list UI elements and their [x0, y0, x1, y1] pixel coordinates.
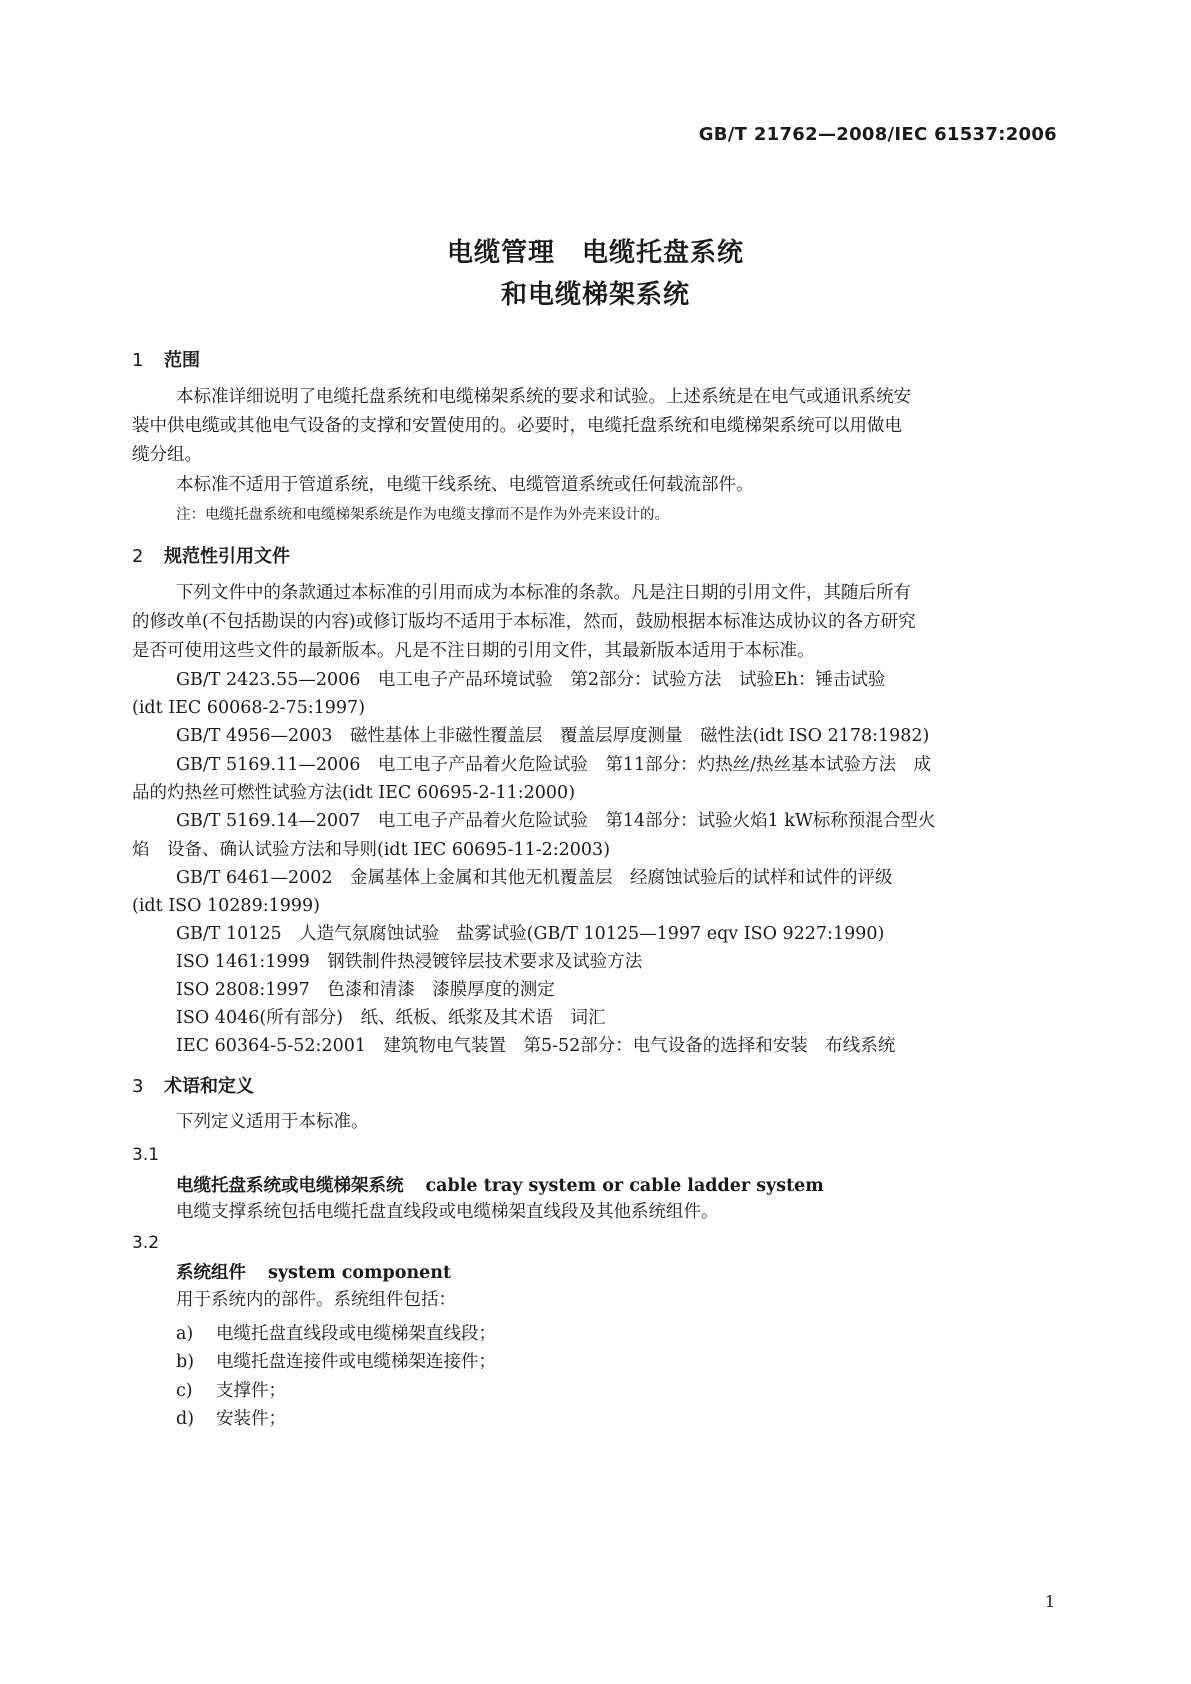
paragraph-line: 装中供电缆或其他电气设备的支撑和安置使用的。必要时，电缆托盘系统和电缆梯架系统可以用做电	[132, 416, 902, 436]
standard-code: GB/T 21762—2008/IEC 61537:2006	[698, 124, 1057, 145]
term-number: 3.1	[132, 1145, 160, 1165]
term-definition: 电缆支撑系统包括电缆托盘直线段或电缆梯架直线段及其他系统组件。	[176, 1202, 719, 1222]
list-label: b)	[176, 1352, 195, 1372]
paragraph-line: 缆分组。	[132, 445, 202, 465]
note: 注：电缆托盘系统和电缆梯架系统是作为电缆支撑而不是作为外壳来设计的。	[176, 507, 669, 523]
list-label: c)	[176, 1381, 193, 1401]
section-title: 规范性引用文件	[164, 546, 290, 567]
document-title-line1: 电缆管理 电缆托盘系统	[446, 238, 744, 268]
section-title: 术语和定义	[164, 1076, 254, 1097]
list-item	[176, 1405, 286, 1430]
term-heading	[176, 1172, 824, 1197]
paragraph-line: 本标准详细说明了电缆托盘系统和电缆梯架系统的要求和试验。上述系统是在电气或通讯系统安	[176, 387, 911, 407]
reference-item-cont: (idt ISO 10289:1999)	[132, 896, 320, 916]
reference-item-cont: 品的灼热丝可燃性试验方法(idt IEC 60695-2-11:2000)	[132, 783, 576, 803]
reference-item-cont: 焰 设备、确认试验方法和导则(idt IEC 60695-11-2:2003)	[132, 840, 611, 860]
section-number: 1	[132, 350, 144, 371]
list-text: 电缆托盘直线段或电缆梯架直线段；	[216, 1324, 496, 1344]
reference-item: GB/T 5169.11—2006 电工电子产品着火危险试验 第11部分：灼热丝/热丝基本试验方法 成	[176, 755, 932, 775]
reference-item: GB/T 5169.14—2007 电工电子产品着火危险试验 第14部分：试验火焰1 kW标称预混合型火	[176, 811, 936, 831]
reference-item: ISO 4046(所有部分) 纸、纸板、纸浆及其术语 词汇	[176, 1008, 606, 1028]
list-item	[176, 1320, 496, 1345]
term-zh: 系统组件	[176, 1263, 246, 1283]
term-zh: 电缆托盘系统或电缆梯架系统	[176, 1176, 404, 1196]
reference-item: ISO 1461:1999 钢铁制件热浸镀锌层技术要求及试验方法	[176, 952, 643, 972]
list-label: a)	[176, 1324, 194, 1344]
section-2-heading	[132, 542, 290, 568]
list-text: 电缆托盘连接件或电缆梯架连接件；	[216, 1352, 496, 1372]
term-heading	[176, 1259, 451, 1284]
term-number: 3.2	[132, 1233, 160, 1253]
reference-item: GB/T 4956—2003 磁性基体上非磁性覆盖层 覆盖层厚度测量 磁性法(idt ISO 2178:1982)	[176, 726, 930, 746]
list-text: 支撑件；	[216, 1381, 286, 1401]
reference-item: ISO 2808:1997 色漆和清漆 漆膜厚度的测定	[176, 980, 555, 1000]
reference-item: GB/T 2423.55—2006 电工电子产品环境试验 第2部分：试验方法 试验Eh：锤击试验	[176, 670, 886, 690]
reference-item-cont: (idt IEC 60068-2-75:1997)	[132, 698, 366, 718]
list-item	[176, 1348, 496, 1373]
paragraph-line: 的修改单(不包括勘误的内容)或修订版均不适用于本标准，然而，鼓励根据本标准达成协议的各方研究	[132, 612, 916, 632]
reference-item: GB/T 10125 人造气氛腐蚀试验 盐雾试验(GB/T 10125—1997 eqv ISO 9227:1990)	[176, 924, 885, 944]
section-title: 范围	[164, 350, 200, 371]
reference-item: IEC 60364-5-52:2001 建筑物电气装置 第5-52部分：电气设备的选择和安装 布线系统	[176, 1036, 896, 1056]
list-label: d)	[176, 1409, 195, 1429]
document-title-line2: 和电缆梯架系统	[500, 280, 690, 310]
list-text: 安装件；	[216, 1409, 286, 1429]
section-number: 3	[132, 1076, 144, 1097]
paragraph-line: 本标准不适用于管道系统，电缆干线系统、电缆管道系统或任何载流部件。	[176, 475, 754, 495]
list-item	[176, 1377, 286, 1402]
page-number: 1	[1044, 1592, 1055, 1611]
paragraph-line: 下列定义适用于本标准。	[176, 1112, 369, 1132]
term-en: cable tray system or cable ladder system	[425, 1176, 824, 1196]
paragraph-line: 下列文件中的条款通过本标准的引用而成为本标准的条款。凡是注日期的引用文件，其随后所有	[176, 583, 911, 603]
section-number: 2	[132, 546, 144, 567]
reference-item: GB/T 6461—2002 金属基体上金属和其他无机覆盖层 经腐蚀试验后的试样和试件的评级	[176, 868, 893, 888]
paragraph-line: 是否可使用这些文件的最新版本。凡是不注日期的引用文件，其最新版本适用于本标准。	[132, 641, 815, 661]
section-1-heading	[132, 346, 200, 372]
term-definition: 用于系统内的部件。系统组件包括：	[176, 1290, 456, 1310]
term-en: system component	[268, 1263, 452, 1283]
section-3-heading	[132, 1072, 254, 1098]
